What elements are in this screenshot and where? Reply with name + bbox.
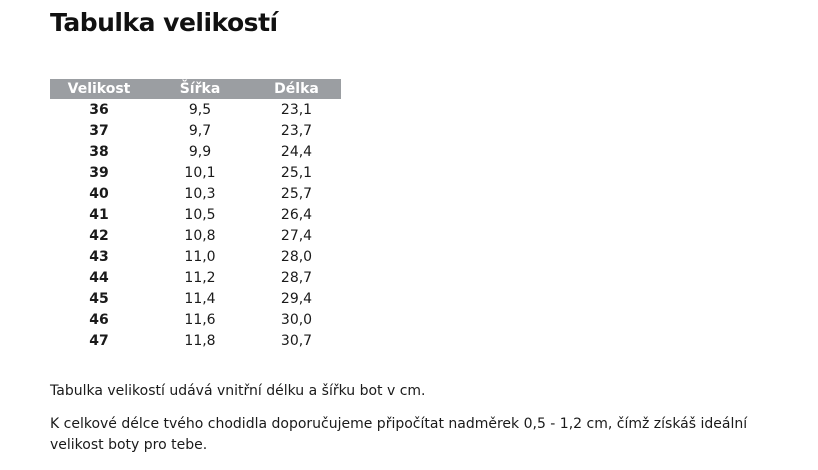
width-cell: 11,8 xyxy=(184,332,216,349)
width-cell: 10,3 xyxy=(184,185,216,202)
width-cell: 10,5 xyxy=(184,206,216,223)
size-cell: 41 xyxy=(89,206,109,223)
table-row xyxy=(50,162,341,183)
length-cell: 28,0 xyxy=(280,248,313,265)
size-cell: 40 xyxy=(89,185,109,202)
table-row xyxy=(50,183,341,204)
size-cell: 45 xyxy=(89,290,109,307)
size-cell: 36 xyxy=(89,101,109,118)
length-cell: 24,4 xyxy=(280,143,313,160)
size-note: Tabulka velikostí udává vnitřní délku a šířku bot v cm. xyxy=(50,383,426,399)
header-row xyxy=(50,79,341,99)
table-row xyxy=(50,120,341,141)
table-row xyxy=(50,225,341,246)
header-size: Velikost xyxy=(50,79,148,99)
size-cell: 42 xyxy=(89,227,109,244)
table-row xyxy=(50,267,341,288)
length-cell: 23,1 xyxy=(280,101,313,118)
length-cell: 23,7 xyxy=(280,122,313,139)
width-cell: 9,7 xyxy=(188,122,212,139)
size-table xyxy=(50,79,341,351)
header-length: Délka xyxy=(252,79,341,99)
table-row xyxy=(50,330,341,351)
width-cell: 11,0 xyxy=(184,248,216,265)
header-width: Šířka xyxy=(148,79,252,99)
length-cell: 27,4 xyxy=(280,227,313,244)
width-cell: 11,2 xyxy=(184,269,216,286)
size-cell: 43 xyxy=(89,248,109,265)
length-cell: 25,7 xyxy=(280,185,313,202)
width-cell: 11,4 xyxy=(184,290,216,307)
width-cell: 11,6 xyxy=(184,311,216,328)
width-cell: 10,8 xyxy=(184,227,216,244)
size-cell: 46 xyxy=(89,311,109,328)
width-cell: 9,5 xyxy=(188,101,212,118)
size-cell: 47 xyxy=(89,332,109,349)
length-cell: 30,0 xyxy=(280,311,313,328)
table-row xyxy=(50,141,341,162)
allowance-note: K celkové délce tvého chodidla doporučujeme připočítat nadměrek 0,5 - 1,2 cm, čímž získáš ideální velikost boty pro tebe. xyxy=(50,416,748,453)
page-title: Tabulka velikostí xyxy=(50,8,278,37)
length-cell: 26,4 xyxy=(280,206,313,223)
size-cell: 37 xyxy=(89,122,109,139)
length-cell: 29,4 xyxy=(280,290,313,307)
size-cell: 38 xyxy=(89,143,109,160)
table-row xyxy=(50,204,341,225)
size-table-body xyxy=(50,99,341,351)
width-cell: 10,1 xyxy=(184,164,216,181)
table-row xyxy=(50,288,341,309)
length-cell: 28,7 xyxy=(280,269,313,286)
table-row xyxy=(50,246,341,267)
size-cell: 39 xyxy=(89,164,109,181)
size-cell: 44 xyxy=(89,269,109,286)
length-cell: 30,7 xyxy=(280,332,313,349)
length-cell: 25,1 xyxy=(280,164,313,181)
table-row xyxy=(50,309,341,330)
width-cell: 9,9 xyxy=(188,143,212,160)
table-row xyxy=(50,99,341,120)
size-table-header xyxy=(50,79,341,99)
